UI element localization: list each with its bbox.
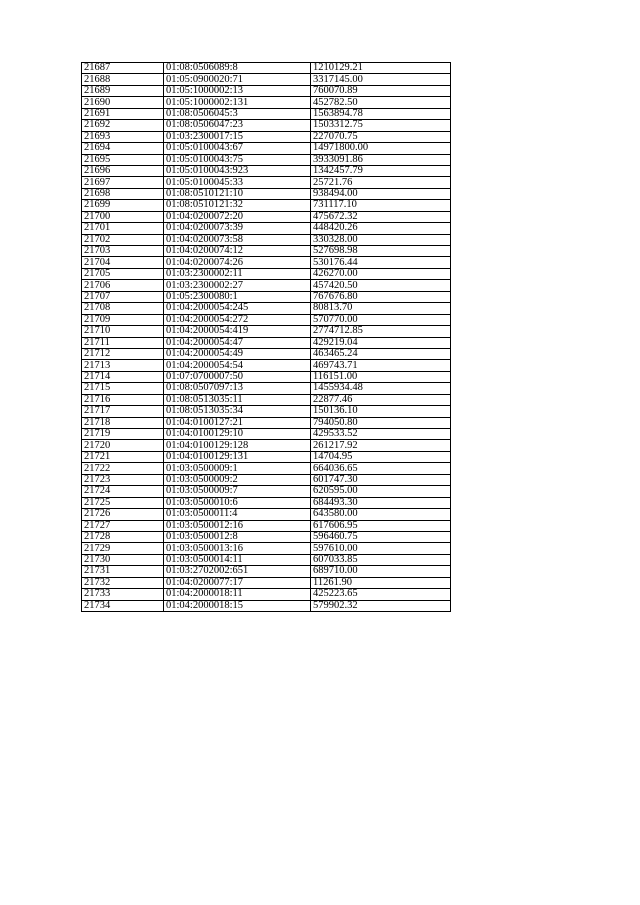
row-number-cell: 21702 [82, 234, 164, 245]
table-row [82, 531, 451, 542]
value-cell: 22877.46 [311, 394, 451, 405]
value-cell: 530176.44 [311, 257, 451, 268]
cadastral-number-cell: 01:08:0510121:32 [164, 200, 311, 211]
cadastral-number-cell: 01:08:0506089:8 [164, 63, 311, 74]
row-number-cell: 21715 [82, 383, 164, 394]
cadastral-number-cell: 01:04:0100129:128 [164, 440, 311, 451]
cadastral-number-cell: 01:08:0506045:3 [164, 108, 311, 119]
table-row [82, 566, 451, 577]
table-row [82, 486, 451, 497]
table-row [82, 246, 451, 257]
table-row [82, 440, 451, 451]
cadastral-number-cell: 01:03:0500013:16 [164, 543, 311, 554]
cadastral-number-cell: 01:05:0100043:75 [164, 154, 311, 165]
table-row [82, 509, 451, 520]
table-row [82, 280, 451, 291]
cadastral-number-cell: 01:04:0200074:26 [164, 257, 311, 268]
value-cell: 620595.00 [311, 486, 451, 497]
table-row [82, 97, 451, 108]
value-cell: 597610.00 [311, 543, 451, 554]
value-cell: 767676.80 [311, 291, 451, 302]
row-number-cell: 21713 [82, 360, 164, 371]
cadastral-number-cell: 01:04:2000018:11 [164, 589, 311, 600]
cadastral-number-cell: 01:03:0500014:11 [164, 554, 311, 565]
table-row [82, 85, 451, 96]
table-row [82, 577, 451, 588]
cadastral-number-cell: 01:03:0500009:2 [164, 474, 311, 485]
cadastral-number-cell: 01:08:0507097:13 [164, 383, 311, 394]
row-number-cell: 21700 [82, 211, 164, 222]
table-row [82, 108, 451, 119]
value-cell: 452782.50 [311, 97, 451, 108]
value-cell: 463465.24 [311, 348, 451, 359]
table-row [82, 497, 451, 508]
cadastral-number-cell: 01:03:2300002:27 [164, 280, 311, 291]
row-number-cell: 21730 [82, 554, 164, 565]
row-number-cell: 21717 [82, 406, 164, 417]
row-number-cell: 21692 [82, 120, 164, 131]
table-row [82, 143, 451, 154]
cadastral-number-cell: 01:04:2000054:49 [164, 348, 311, 359]
table-row [82, 348, 451, 359]
row-number-cell: 21727 [82, 520, 164, 531]
data-table [81, 62, 451, 612]
row-number-cell: 21734 [82, 600, 164, 611]
table-row [82, 177, 451, 188]
table-row [82, 314, 451, 325]
cadastral-number-cell: 01:03:0500010:6 [164, 497, 311, 508]
table-row [82, 154, 451, 165]
cadastral-number-cell: 01:04:2000054:54 [164, 360, 311, 371]
value-cell: 601747.30 [311, 474, 451, 485]
cadastral-number-cell: 01:04:2000054:272 [164, 314, 311, 325]
table-row [82, 211, 451, 222]
row-number-cell: 21696 [82, 165, 164, 176]
row-number-cell: 21714 [82, 371, 164, 382]
row-number-cell: 21716 [82, 394, 164, 405]
row-number-cell: 21708 [82, 303, 164, 314]
value-cell: 150136.10 [311, 406, 451, 417]
value-cell: 11261.90 [311, 577, 451, 588]
cadastral-number-cell: 01:08:0506047:23 [164, 120, 311, 131]
cadastral-number-cell: 01:08:0510121:10 [164, 188, 311, 199]
table-row [82, 223, 451, 234]
cadastral-number-cell: 01:04:0200077:17 [164, 577, 311, 588]
row-number-cell: 21699 [82, 200, 164, 211]
value-cell: 1342457.79 [311, 165, 451, 176]
table-row [82, 451, 451, 462]
table-row [82, 417, 451, 428]
cadastral-number-cell: 01:04:2000018:15 [164, 600, 311, 611]
value-cell: 469743.71 [311, 360, 451, 371]
table-row [82, 257, 451, 268]
row-number-cell: 21724 [82, 486, 164, 497]
value-cell: 14704.95 [311, 451, 451, 462]
row-number-cell: 21720 [82, 440, 164, 451]
row-number-cell: 21701 [82, 223, 164, 234]
value-cell: 664036.65 [311, 463, 451, 474]
table-row [82, 74, 451, 85]
value-cell: 579902.32 [311, 600, 451, 611]
table-row [82, 394, 451, 405]
table-row [82, 383, 451, 394]
value-cell: 25721.76 [311, 177, 451, 188]
table-row [82, 520, 451, 531]
row-number-cell: 21722 [82, 463, 164, 474]
row-number-cell: 21704 [82, 257, 164, 268]
table-row [82, 360, 451, 371]
table-row [82, 131, 451, 142]
row-number-cell: 21723 [82, 474, 164, 485]
cadastral-number-cell: 01:03:0500011:4 [164, 509, 311, 520]
value-cell: 527698.98 [311, 246, 451, 257]
table-row [82, 268, 451, 279]
row-number-cell: 21725 [82, 497, 164, 508]
table-row [82, 120, 451, 131]
table-row [82, 326, 451, 337]
cadastral-number-cell: 01:04:0100127:21 [164, 417, 311, 428]
value-cell: 457420.50 [311, 280, 451, 291]
table-row [82, 303, 451, 314]
value-cell: 760070.89 [311, 85, 451, 96]
value-cell: 116151.00 [311, 371, 451, 382]
value-cell: 617606.95 [311, 520, 451, 531]
table-row [82, 554, 451, 565]
table-row [82, 291, 451, 302]
value-cell: 3317145.00 [311, 74, 451, 85]
row-number-cell: 21718 [82, 417, 164, 428]
value-cell: 475672.32 [311, 211, 451, 222]
row-number-cell: 21711 [82, 337, 164, 348]
cadastral-number-cell: 01:05:0100045:33 [164, 177, 311, 188]
value-cell: 1210129.21 [311, 63, 451, 74]
table-row [82, 474, 451, 485]
row-number-cell: 21689 [82, 85, 164, 96]
cadastral-number-cell: 01:04:0200074:12 [164, 246, 311, 257]
cadastral-number-cell: 01:05:1000002:13 [164, 85, 311, 96]
value-cell: 429219.04 [311, 337, 451, 348]
value-cell: 80813.70 [311, 303, 451, 314]
value-cell: 448420.26 [311, 223, 451, 234]
value-cell: 689710.00 [311, 566, 451, 577]
value-cell: 14971800.00 [311, 143, 451, 154]
row-number-cell: 21693 [82, 131, 164, 142]
cadastral-number-cell: 01:08:0513035:11 [164, 394, 311, 405]
cadastral-number-cell: 01:04:0100129:131 [164, 451, 311, 462]
row-number-cell: 21728 [82, 531, 164, 542]
table-row [82, 589, 451, 600]
value-cell: 596460.75 [311, 531, 451, 542]
row-number-cell: 21697 [82, 177, 164, 188]
cadastral-number-cell: 01:03:0500012:8 [164, 531, 311, 542]
value-cell: 1455934.48 [311, 383, 451, 394]
cadastral-number-cell: 01:05:0100043:67 [164, 143, 311, 154]
cadastral-number-cell: 01:03:0500012:16 [164, 520, 311, 531]
row-number-cell: 21695 [82, 154, 164, 165]
cadastral-number-cell: 01:03:2702002:651 [164, 566, 311, 577]
cadastral-number-cell: 01:04:0100129:10 [164, 429, 311, 440]
row-number-cell: 21705 [82, 268, 164, 279]
table-row [82, 165, 451, 176]
value-cell: 227070.75 [311, 131, 451, 142]
row-number-cell: 21710 [82, 326, 164, 337]
table-row [82, 371, 451, 382]
cadastral-number-cell: 01:05:2300080:1 [164, 291, 311, 302]
row-number-cell: 21688 [82, 74, 164, 85]
row-number-cell: 21719 [82, 429, 164, 440]
row-number-cell: 21732 [82, 577, 164, 588]
value-cell: 2774712.85 [311, 326, 451, 337]
table-row [82, 429, 451, 440]
cadastral-number-cell: 01:05:0100043:923 [164, 165, 311, 176]
row-number-cell: 21694 [82, 143, 164, 154]
table-row [82, 337, 451, 348]
row-number-cell: 21687 [82, 63, 164, 74]
row-number-cell: 21706 [82, 280, 164, 291]
value-cell: 426270.00 [311, 268, 451, 279]
value-cell: 261217.92 [311, 440, 451, 451]
value-cell: 1503312.75 [311, 120, 451, 131]
value-cell: 1563894.78 [311, 108, 451, 119]
cadastral-number-cell: 01:04:0200073:39 [164, 223, 311, 234]
cadastral-number-cell: 01:07:0700007:50 [164, 371, 311, 382]
cadastral-number-cell: 01:04:0200072:20 [164, 211, 311, 222]
cadastral-number-cell: 01:03:0500009:1 [164, 463, 311, 474]
value-cell: 570770.00 [311, 314, 451, 325]
cadastral-number-cell: 01:05:1000002:131 [164, 97, 311, 108]
row-number-cell: 21709 [82, 314, 164, 325]
table-row [82, 234, 451, 245]
cadastral-number-cell: 01:03:2300017:15 [164, 131, 311, 142]
table-body [82, 63, 451, 612]
cadastral-number-cell: 01:04:2000054:47 [164, 337, 311, 348]
row-number-cell: 21690 [82, 97, 164, 108]
value-cell: 330328.00 [311, 234, 451, 245]
row-number-cell: 21691 [82, 108, 164, 119]
value-cell: 3933091.86 [311, 154, 451, 165]
value-cell: 684493.30 [311, 497, 451, 508]
row-number-cell: 21729 [82, 543, 164, 554]
table-row [82, 543, 451, 554]
value-cell: 425223.65 [311, 589, 451, 600]
row-number-cell: 21731 [82, 566, 164, 577]
value-cell: 938494.00 [311, 188, 451, 199]
value-cell: 731117.10 [311, 200, 451, 211]
cadastral-number-cell: 01:03:2300002:11 [164, 268, 311, 279]
cadastral-number-cell: 01:08:0513035:34 [164, 406, 311, 417]
row-number-cell: 21721 [82, 451, 164, 462]
table-row [82, 406, 451, 417]
cadastral-number-cell: 01:03:0500009:7 [164, 486, 311, 497]
value-cell: 429533.52 [311, 429, 451, 440]
row-number-cell: 21698 [82, 188, 164, 199]
table-row [82, 200, 451, 211]
row-number-cell: 21712 [82, 348, 164, 359]
cadastral-number-cell: 01:05:0900020:71 [164, 74, 311, 85]
value-cell: 794050.80 [311, 417, 451, 428]
table-row [82, 463, 451, 474]
table-row [82, 63, 451, 74]
cadastral-number-cell: 01:04:2000054:245 [164, 303, 311, 314]
value-cell: 607033.85 [311, 554, 451, 565]
table-row [82, 600, 451, 611]
cadastral-number-cell: 01:04:2000054:419 [164, 326, 311, 337]
row-number-cell: 21703 [82, 246, 164, 257]
cadastral-number-cell: 01:04:0200073:58 [164, 234, 311, 245]
value-cell: 643580.00 [311, 509, 451, 520]
row-number-cell: 21726 [82, 509, 164, 520]
row-number-cell: 21707 [82, 291, 164, 302]
table-row [82, 188, 451, 199]
row-number-cell: 21733 [82, 589, 164, 600]
